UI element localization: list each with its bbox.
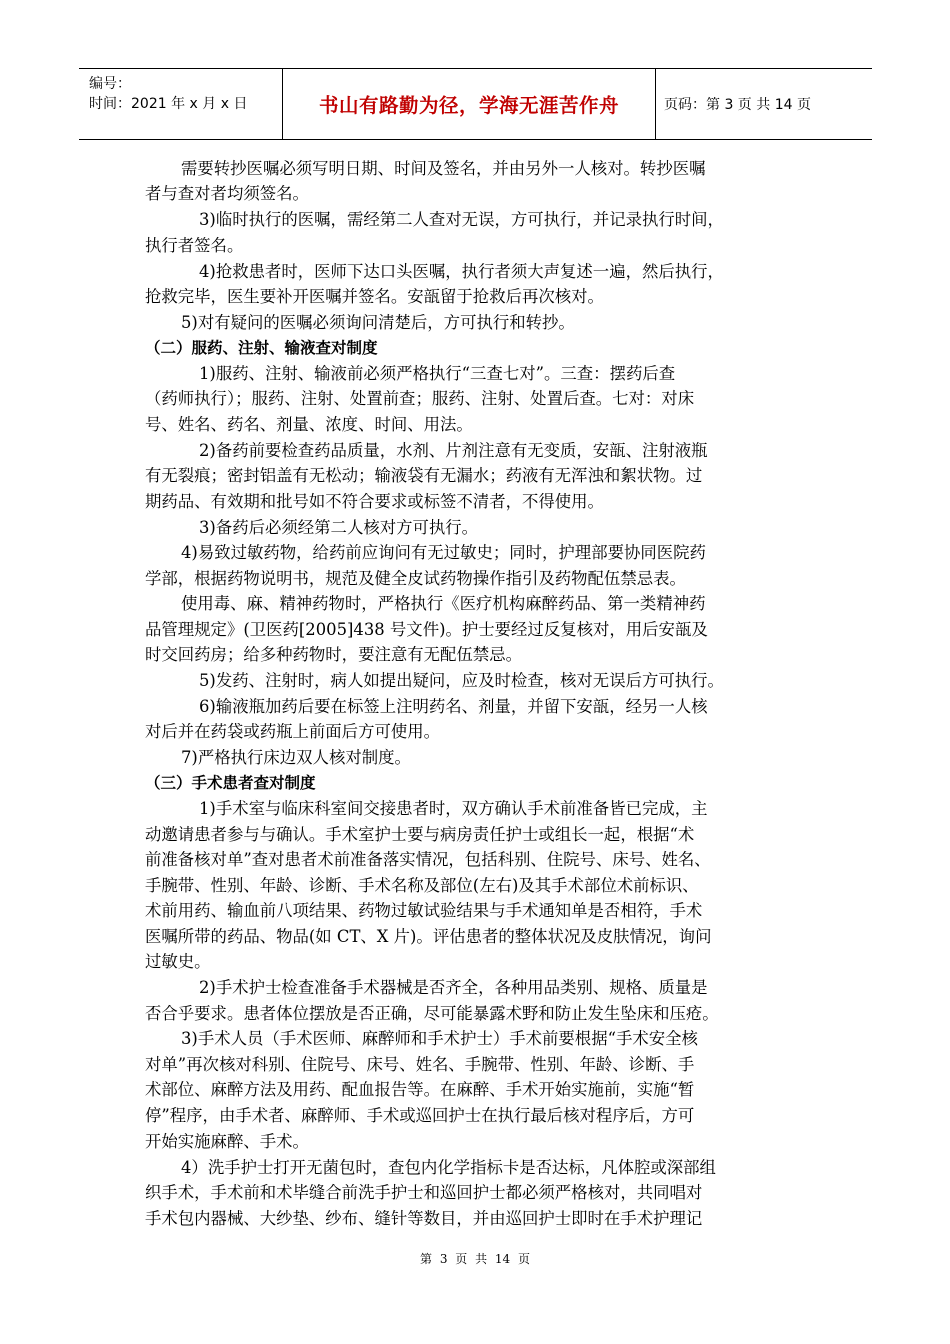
document-time-label: 时间：2021 年 x 月 x 日	[89, 96, 248, 112]
text-line: 品管理规定》(卫医药[2005]438 号文件)。护士要经过反复核对，用后安瓿及	[145, 620, 708, 639]
header-page-number: 页码：第 3 页 共 14 页	[664, 97, 811, 113]
text-line: 期药品、有效期和批号如不符合要求或标签不清者，不得使用。	[145, 492, 604, 511]
section-heading: （二）服药、注射、输液查对制度	[145, 339, 378, 357]
header-motto: 书山有路勤为径，学海无涯苦作舟	[283, 69, 656, 139]
text-line: 医嘱所带的药品、物品(如 CT、X 片)。评估患者的整体状况及皮肤情况，询问	[145, 927, 712, 946]
text-line: 1)服药、注射、输液前必须严格执行“三查七对”。三查：摆药后查	[199, 364, 676, 383]
text-line: 5)对有疑问的医嘱必须询问清楚后，方可执行和转抄。	[181, 313, 575, 332]
text-line: 停”程序，由手术者、麻醉师、手术或巡回护士在执行最后核对程序后，方可	[145, 1106, 695, 1125]
text-line: 4)抢救患者时，医师下达口头医嘱，执行者须大声复述一遍，然后执行，	[199, 262, 724, 281]
text-line: 动邀请患者参与与确认。手术室护士要与病房责任护士或组长一起，根据“术	[145, 825, 695, 844]
text-line: 4）洗手护士打开无菌包时，查包内化学指标卡是否达标，凡体腔或深部组	[181, 1158, 716, 1177]
text-line: 需要转抄医嘱必须写明日期、时间及签名，并由另外一人核对。转抄医嘱	[181, 159, 706, 178]
text-line: 使用毒、麻、精神药物时，严格执行《医疗机构麻醉药品、第一类精神药	[181, 594, 706, 613]
text-line: 术前用药、输血前八项结果、药物过敏试验结果与手术通知单是否相符，手术	[145, 901, 703, 920]
text-line: 学部，根据药物说明书，规范及健全皮试药物操作指引及药物配伍禁忌表。	[145, 569, 686, 588]
text-line: 手术包内器械、大纱垫、纱布、缝针等数目，并由巡回护士即时在手术护理记	[145, 1209, 703, 1228]
text-line: 对单”再次核对科别、住院号、床号、姓名、手腕带、性别、年龄、诊断、手	[145, 1055, 695, 1074]
text-line: 对后并在药袋或药瓶上前面后方可使用。	[145, 722, 441, 741]
text-line: 织手术，手术前和术毕缝合前洗手护士和巡回护士都必须严格核对，共同唱对	[145, 1183, 703, 1202]
text-line: 过敏史。	[145, 952, 211, 971]
text-line: 2)备药前要检查药品质量，水剂、片剂注意有无变质，安瓿、注射液瓶	[199, 441, 708, 460]
text-line: 3)临时执行的医嘱，需经第二人查对无误，方可执行，并记录执行时间，	[199, 210, 724, 229]
page-footer: 第 3 页 共 14 页	[420, 1252, 530, 1266]
text-line: 抢救完毕，医生要补开医嘱并签名。安瓿留于抢救后再次核对。	[145, 287, 604, 306]
text-line: 5)发药、注射时，病人如提出疑问，应及时检查，核对无误后方可执行。	[199, 671, 724, 690]
text-line: 7)严格执行床边双人核对制度。	[181, 748, 411, 767]
text-line: 3)手术人员（手术医师、麻醉师和手术护士）手术前要根据“手术安全核	[181, 1029, 698, 1048]
text-line: 开始实施麻醉、手术。	[145, 1132, 309, 1151]
text-line: 3)备药后必须经第二人核对方可执行。	[199, 518, 479, 537]
text-line: 4)易致过敏药物，给药前应询问有无过敏史；同时，护理部要协同医院药	[181, 543, 706, 562]
section-heading: （三）手术患者查对制度	[145, 774, 316, 792]
text-line: 者与查对者均须签名。	[145, 184, 309, 203]
text-line: （药师执行）；服药、注射、处置前查；服药、注射、处置后查。七对：对床	[145, 389, 695, 408]
text-line: 术部位、麻醉方法及用药、配血报告等。在麻醉、手术开始实施前，实施“暂	[145, 1080, 695, 1099]
text-line: 时交回药房；给多种药物时，要注意有无配伍禁忌。	[145, 645, 522, 664]
text-line: 否合乎要求。患者体位摆放是否正确，尽可能暴露术野和防止发生坠床和压疮。	[145, 1004, 719, 1023]
text-line: 前准备核对单”查对患者术前准备落实情况，包括科别、住院号、床号、姓名、	[145, 850, 711, 869]
text-line: 手腕带、性别、年龄、诊断、手术名称及部位(左右)及其手术部位术前标识、	[145, 876, 699, 895]
document-number-label: 编号：	[89, 76, 131, 92]
text-line: 号、姓名、药名、剂量、浓度、时间、用法。	[145, 415, 473, 434]
text-line: 6)输液瓶加药后要在标签上注明药名、剂量，并留下安瓿，经另一人核	[199, 697, 708, 716]
text-line: 2)手术护士检查准备手术器械是否齐全，各种用品类别、规格、质量是	[199, 978, 708, 997]
text-line: 1)手术室与临床科室间交接患者时，双方确认手术前准备皆已完成，主	[199, 799, 708, 818]
text-line: 执行者签名。	[145, 236, 244, 255]
text-line: 有无裂痕；密封铝盖有无松动；输液袋有无漏水；药液有无浑浊和絮状物。过	[145, 466, 703, 485]
